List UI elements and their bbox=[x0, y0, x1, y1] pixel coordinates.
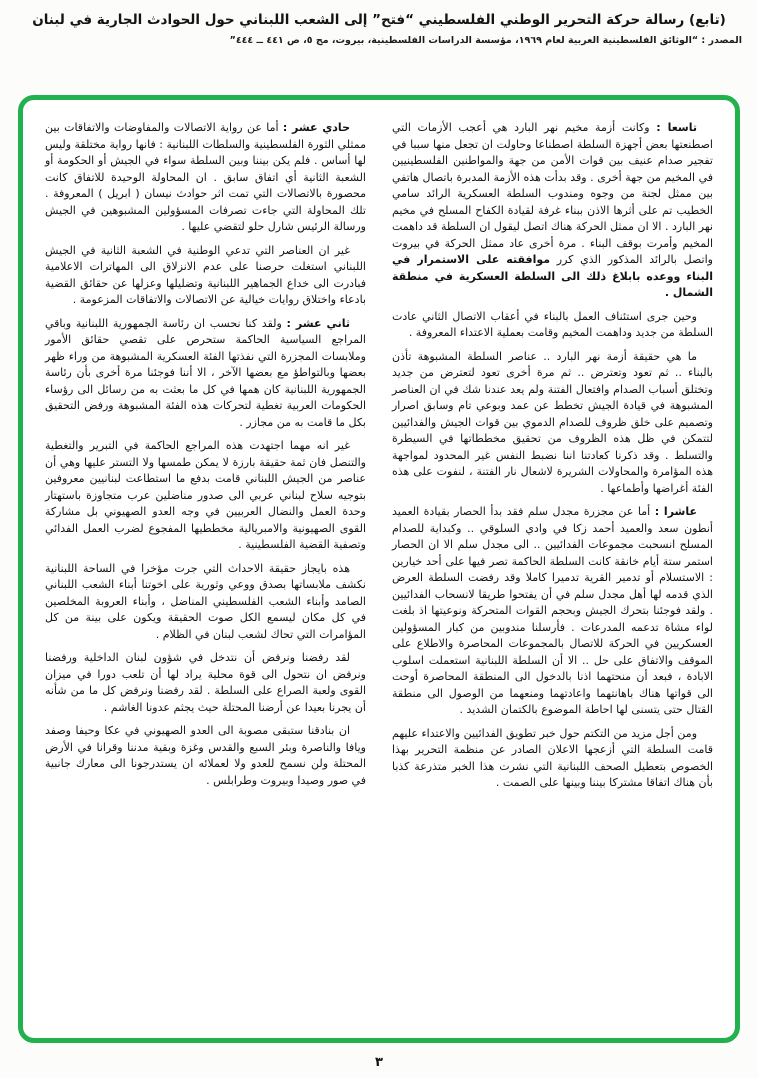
paragraph-text: لقد رفضنا ونرفض أن نتدخل في شؤون لبنان الداخلية ورفضنا ونرفض ان نتحول الى قوة محلية يراد لها أن تلعب دورا في ميزان القوى ولعبة الصراع على السلطة . لقد رفضنا ونرفض كل ما من شأنه أن يجرنا بعيدا عن أرضنا المحتلة حيث يجثم عدونا الغاشم . bbox=[45, 651, 366, 714]
paragraph-text: ولقد كنا نحسب ان رئاسة الجمهورية اللبنانية وباقي المراجع السياسية الحاكمة ستحرص على تقصي حقائق الأمور وملابسات المجزرة التي نفذتها الفئة العسكرية المشبوهة من وراء ظهر بعضها وبالتواطؤ مع بعضها الآخر ، الا أننا فوجئنا مرة أخرى بأن رئاسة الجمهورية اللبنانية كان همها في كل ما بعثت به من رسائل الى رؤساء الحكومات العربية تغطية لتحركات هذه الفئة المشبوهة ورفض التحقيق بكل ما قامت به من مجازر . bbox=[45, 316, 366, 429]
page-number: ٣ bbox=[375, 1055, 383, 1070]
paragraph bbox=[392, 726, 713, 792]
paragraph-text: ان بنادقنا ستبقى مصوبة الى العدو الصهيوني في عكا وحيفا وصفد ويافا والناصرة وبئر السبع والقدس وغزة وبقية مدننا وقرانا في الأرض المحتلة ولن نسمح للعدو ولا لعملائه ان يستدرجونا الى معارك جانبية في صور وصيدا وبيروت وطرابلس . bbox=[45, 724, 366, 787]
paragraph bbox=[392, 504, 713, 719]
content-frame bbox=[18, 95, 740, 1043]
paragraph bbox=[45, 561, 366, 644]
paragraph-text: أما عن مجزرة مجدل سلم فقد بدأ الحصار بقيادة العميد أنطون سعد والعميد أحمد زكا في وادي السلوقي .. وكبداية للصدام المسلح انسحبت مجموعات الفدائيين .. الى مجدل سلم الا ان الحصار استمر ستة أيام خانقة كانت السلطة الحاكمة تصر فيها على أحد خيارين : الاستسلام أو تدمير القرية تدميرا كاملا وقد رفضت السلطة العرض الذي قدمه لها أهل مجدل سلم في أن يفتحوا طريقا لانسحاب الفدائيين . ولقد فوجئنا بتحرك الجيش وبحجم القوات المتحركة ونوعيتها اذ بلغت لواء مشاة تدعمه المدرعات . فأرسلنا مندوبين من كبار المسؤولين العسكريين في الحركة للاتصال بالمجموعات المحاصرة والاطلاع على الموقف والاتفاق على حل .. الا أن السلطة اللبنانية استعملت اسلوب الابادة ، فبعد أن منحتهما اذنا بالدخول الى المنطقة المحاصرة أوحت الى قواتها هناك باهانتهما واعادتهما ومنعهما من الوصول الى منطقة القتال حتى يتسنى لها احاطة الموضوع بالكتمان الشديد . bbox=[392, 505, 713, 716]
page-footer bbox=[0, 1051, 758, 1070]
document-header bbox=[0, 0, 758, 46]
paragraph-text: وحين جرى استئناف العمل بالبناء في أعقاب الاتصال الثاني عادت السلطة من جديد وداهمت المخيم وقامت بعملية الاعتداء المعروفة . bbox=[392, 309, 713, 339]
paragraph-lead: حادي عشر : bbox=[282, 121, 350, 134]
paragraph bbox=[392, 309, 713, 342]
paragraph-text: أما عن رواية الاتصالات والمفاوضات والاتفاقات بين ممثلي الثورة الفلسطينية والسلطات اللبنانية : فانها رواية مختلقة وليس لها أساس . فلم يكن بيننا وبين السلطة سواء في الجيش أو الحكومة أو الشعبة الثانية أي اتفاق سابق . ان المحاولة الوحيدة للاتفاق كانت محصورة بالاتصالات التي تمت اثر حوادث نيسان ( ابريل ) المعروفة . تلك المحاولة التي جاءت تصرفات المسؤولين المشبوهين في الجيش ورسالة الرئيس شارل حلو لتقضي عليها . bbox=[45, 121, 366, 233]
paragraph-text: ومن أجل مزيد من التكتم حول خبر تطويق الفدائيين والاعتداء عليهم قامت السلطة التي أزعجها الاعلان الصادر عن منظمة التحرير بهذا الخصوص بتعطيل الصحف اللبنانية التي نشرت هذا الخبر متذرعة كذبا بأن هناك اتفاقا مشتركا بيننا وبينها على الصمت . bbox=[392, 726, 713, 789]
paragraph-lead: ثاني عشر : bbox=[286, 316, 351, 330]
paragraph-text: غير ان العناصر التي تدعي الوطنية في الشعبة الثانية في الجيش اللبناني استغلت حرصنا على عدم الانزلاق الى المهاترات الاعلامية فبادرت الى خداع الجماهير اللبنانية وتضليلها وعزلها عن حقائق القضية بادعاء واختلاق روايات خيالية عن الاتصالات والاتفاقات المزعومة . bbox=[45, 243, 366, 306]
column-right bbox=[392, 120, 713, 1022]
paragraph bbox=[45, 243, 366, 309]
paragraph bbox=[45, 650, 366, 716]
paragraph-lead: تاسعا : bbox=[656, 121, 697, 134]
paragraph-text: غير انه مهما اجتهدت هذه المراجع الحاكمة في التبرير والتغطية والتنصل فان ثمة حقيقة بارزة لا يمكن طمسها ولا التستر عليها وهي أن عناصر من الجيش اللبناني قامت بدفع ما استطاعت لبنانيين معروفين بتوجيه سلاح لبناني عربي الى صدور مناضلين عرب متجاوزة باستهتار وحدة العمل والنضال العربيين في وجه العدو الصهيوني بل مشاركة القوى الصهيونية والامبريالية مخططيها المفجوع لضرب العمل الفدائي وتصفية القضية الفلسطينية . bbox=[45, 439, 366, 551]
paragraph-text-bold: موافقته على الاستمرار في البناء ووعده بابلاغ ذلك الى السلطة العسكرية في منطقة الشمال . bbox=[392, 253, 713, 299]
document-title: (تابع) رسالة حركة التحرير الوطني الفلسطيني “فتح” إلى الشعب اللبناني حول الحوادث الجارية في لبنان bbox=[32, 12, 726, 28]
paragraph bbox=[45, 120, 366, 236]
paragraph bbox=[45, 438, 366, 554]
paragraph-text: ما هي حقيقة أزمة نهر البارد .. عناصر السلطة المشبوهة تأذن بالبناء .. ثم تعود وتعترض .. ثم مرة أخرى تعود لتعترض من جديد وتختلق أسباب الصدام وافتعال الفتنة ولم يعد عندنا شك في ان العناصر المشبوهة في قيادة الجيش تخطط عن عمد وبوعي تام وسابق اصرار وتصميم على خلق ظروف للصدام الدموي بين قوات الجيش والفدائيين لتتمكن في ظل هذه الظروف من تحقيق مخططاتها في السيطرة والتسلط . وقد ذكرنا كعادتنا اننا نضبط النفس غير المحدود لمواجهة هذه المؤامرة والمحاولات الشريرة لاشعال نار الفتنة ، لنفوت على هذه الفئة أغراضها وأطماعها . bbox=[392, 349, 713, 495]
text-columns bbox=[45, 120, 713, 1022]
document-source: المصدر : “الوثائق الفلسطينية العربية لعام ١٩٦٩، مؤسسة الدراسات الفلسطينية، بيروت، مج ٥، ص ٤٤١ ــ ٤٤٤” bbox=[229, 35, 742, 46]
paragraph bbox=[45, 316, 366, 432]
paragraph-lead: عاشرا : bbox=[654, 505, 697, 518]
paragraph bbox=[392, 349, 713, 498]
paragraph-text: وكانت أزمة مخيم نهر البارد هي أعجب الأزمات التي اصطنعتها بعض أجهزة السلطة اصطناعا وحاولت ان تجعل منها سببا في تفجير صدام عنيف بين قوات الأمن من جهة والمواطنين الفلسطينيين في المخيم من جهة أخرى . وقد بدأت هذه الأزمة المدبرة باتصال هاتفي بين ممثل لجنة من وجوه ومندوب السلطة العسكرية الرائد سامي الخطيب تم على أثرها الاذن ببناء غرفة لقيادة الكفاح المسلح في مخيم نهر البارد . الا ان ممثل الحركة هناك اتصل ليقول ان السلطة قد داهمت المخيم وأمرت بوقف البناء . مرة أخرى عاد ممثل الحركة في بيروت واتصل بالرائد المذكور الذي كرر bbox=[392, 121, 713, 266]
column-left bbox=[45, 120, 366, 1022]
paragraph-text: هذه بايجاز حقيقة الاحداث التي جرت مؤخرا في الساحة اللبنانية نكشف ملابساتها بصدق ووعي وثورية على اخوتنا أبناء الشعب اللبناني الصامد وأبناء الشعب الفلسطيني المناضل ، وأبناء العروبة المخلصين في كل مكان ليسمع الكل صوت الحقيقة ويكون على بينة من كل المؤامرات التي تحاك لشعب لبنان في الظلام . bbox=[45, 561, 366, 641]
paragraph bbox=[45, 723, 366, 789]
paragraph bbox=[392, 120, 713, 302]
